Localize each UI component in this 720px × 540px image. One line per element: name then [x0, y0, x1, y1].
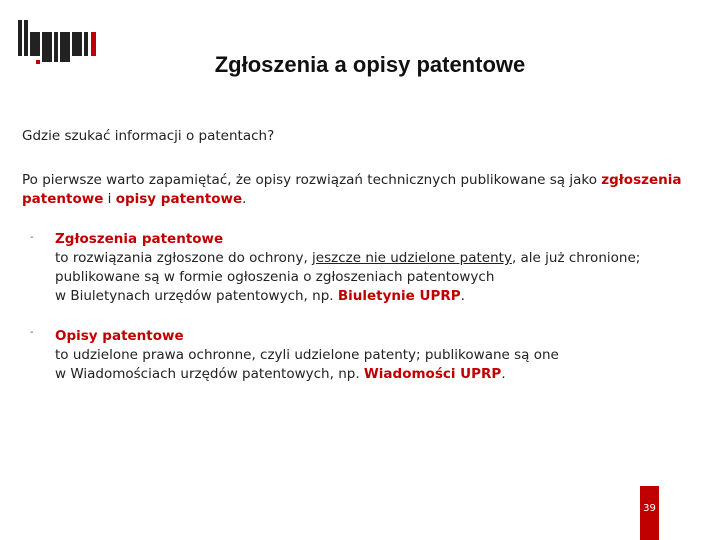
intro-end: . [242, 191, 247, 207]
bullet-line: to udzielone prawa ochronne, czyli udzielone patenty; publikowane są one [55, 347, 559, 363]
logo [18, 20, 98, 66]
bullet-line: publikowane są w formie ogłoszenia o zgłoszeniach patentowych [55, 269, 495, 285]
bullet-marker: - [30, 327, 34, 338]
bullet-item-zgloszenia [55, 230, 705, 306]
bullet-marker: - [30, 232, 34, 243]
question-text: Gdzie szukać informacji o patentach? [22, 128, 275, 144]
underlined-text: jeszcze nie udzielone patenty [312, 250, 512, 266]
bullet-title: Zgłoszenia patentowe [55, 231, 224, 247]
bullet-text: to rozwiązania zgłoszone do ochrony, [55, 250, 313, 266]
highlight-biuletyn: Biuletynie UPRP [337, 288, 461, 304]
term-zgloszenia: zgłoszenia patentowe [22, 172, 682, 207]
bullet-text: . [501, 366, 506, 382]
bullet-text: w Biuletynach urzędów patentowych, np. [55, 288, 338, 304]
bullet-line [55, 287, 705, 306]
bullet-item-opisy [55, 327, 705, 384]
page-number-badge [640, 486, 659, 540]
bullet-text: , ale już chronione; [511, 250, 641, 266]
intro-paragraph [22, 171, 692, 209]
bullet-line [55, 365, 705, 384]
highlight-wiadomosci: Wiadomości UPRP [363, 366, 502, 382]
slide-title: Zgłoszenia a opisy patentowe [214, 52, 526, 77]
page-number: 39 [643, 503, 656, 514]
bullet-text: w Wiadomościach urzędów patentowych, np. [55, 366, 364, 382]
bullet-line [55, 249, 705, 268]
intro-text: Po pierwsze warto zapamiętać, że opisy rozwiązań technicznych publikowane są jako [22, 172, 602, 188]
intro-connector: i [103, 191, 116, 207]
bullet-text: . [460, 288, 465, 304]
term-opisy: opisy patentowe [115, 191, 243, 207]
bullet-title: Opisy patentowe [55, 328, 184, 344]
